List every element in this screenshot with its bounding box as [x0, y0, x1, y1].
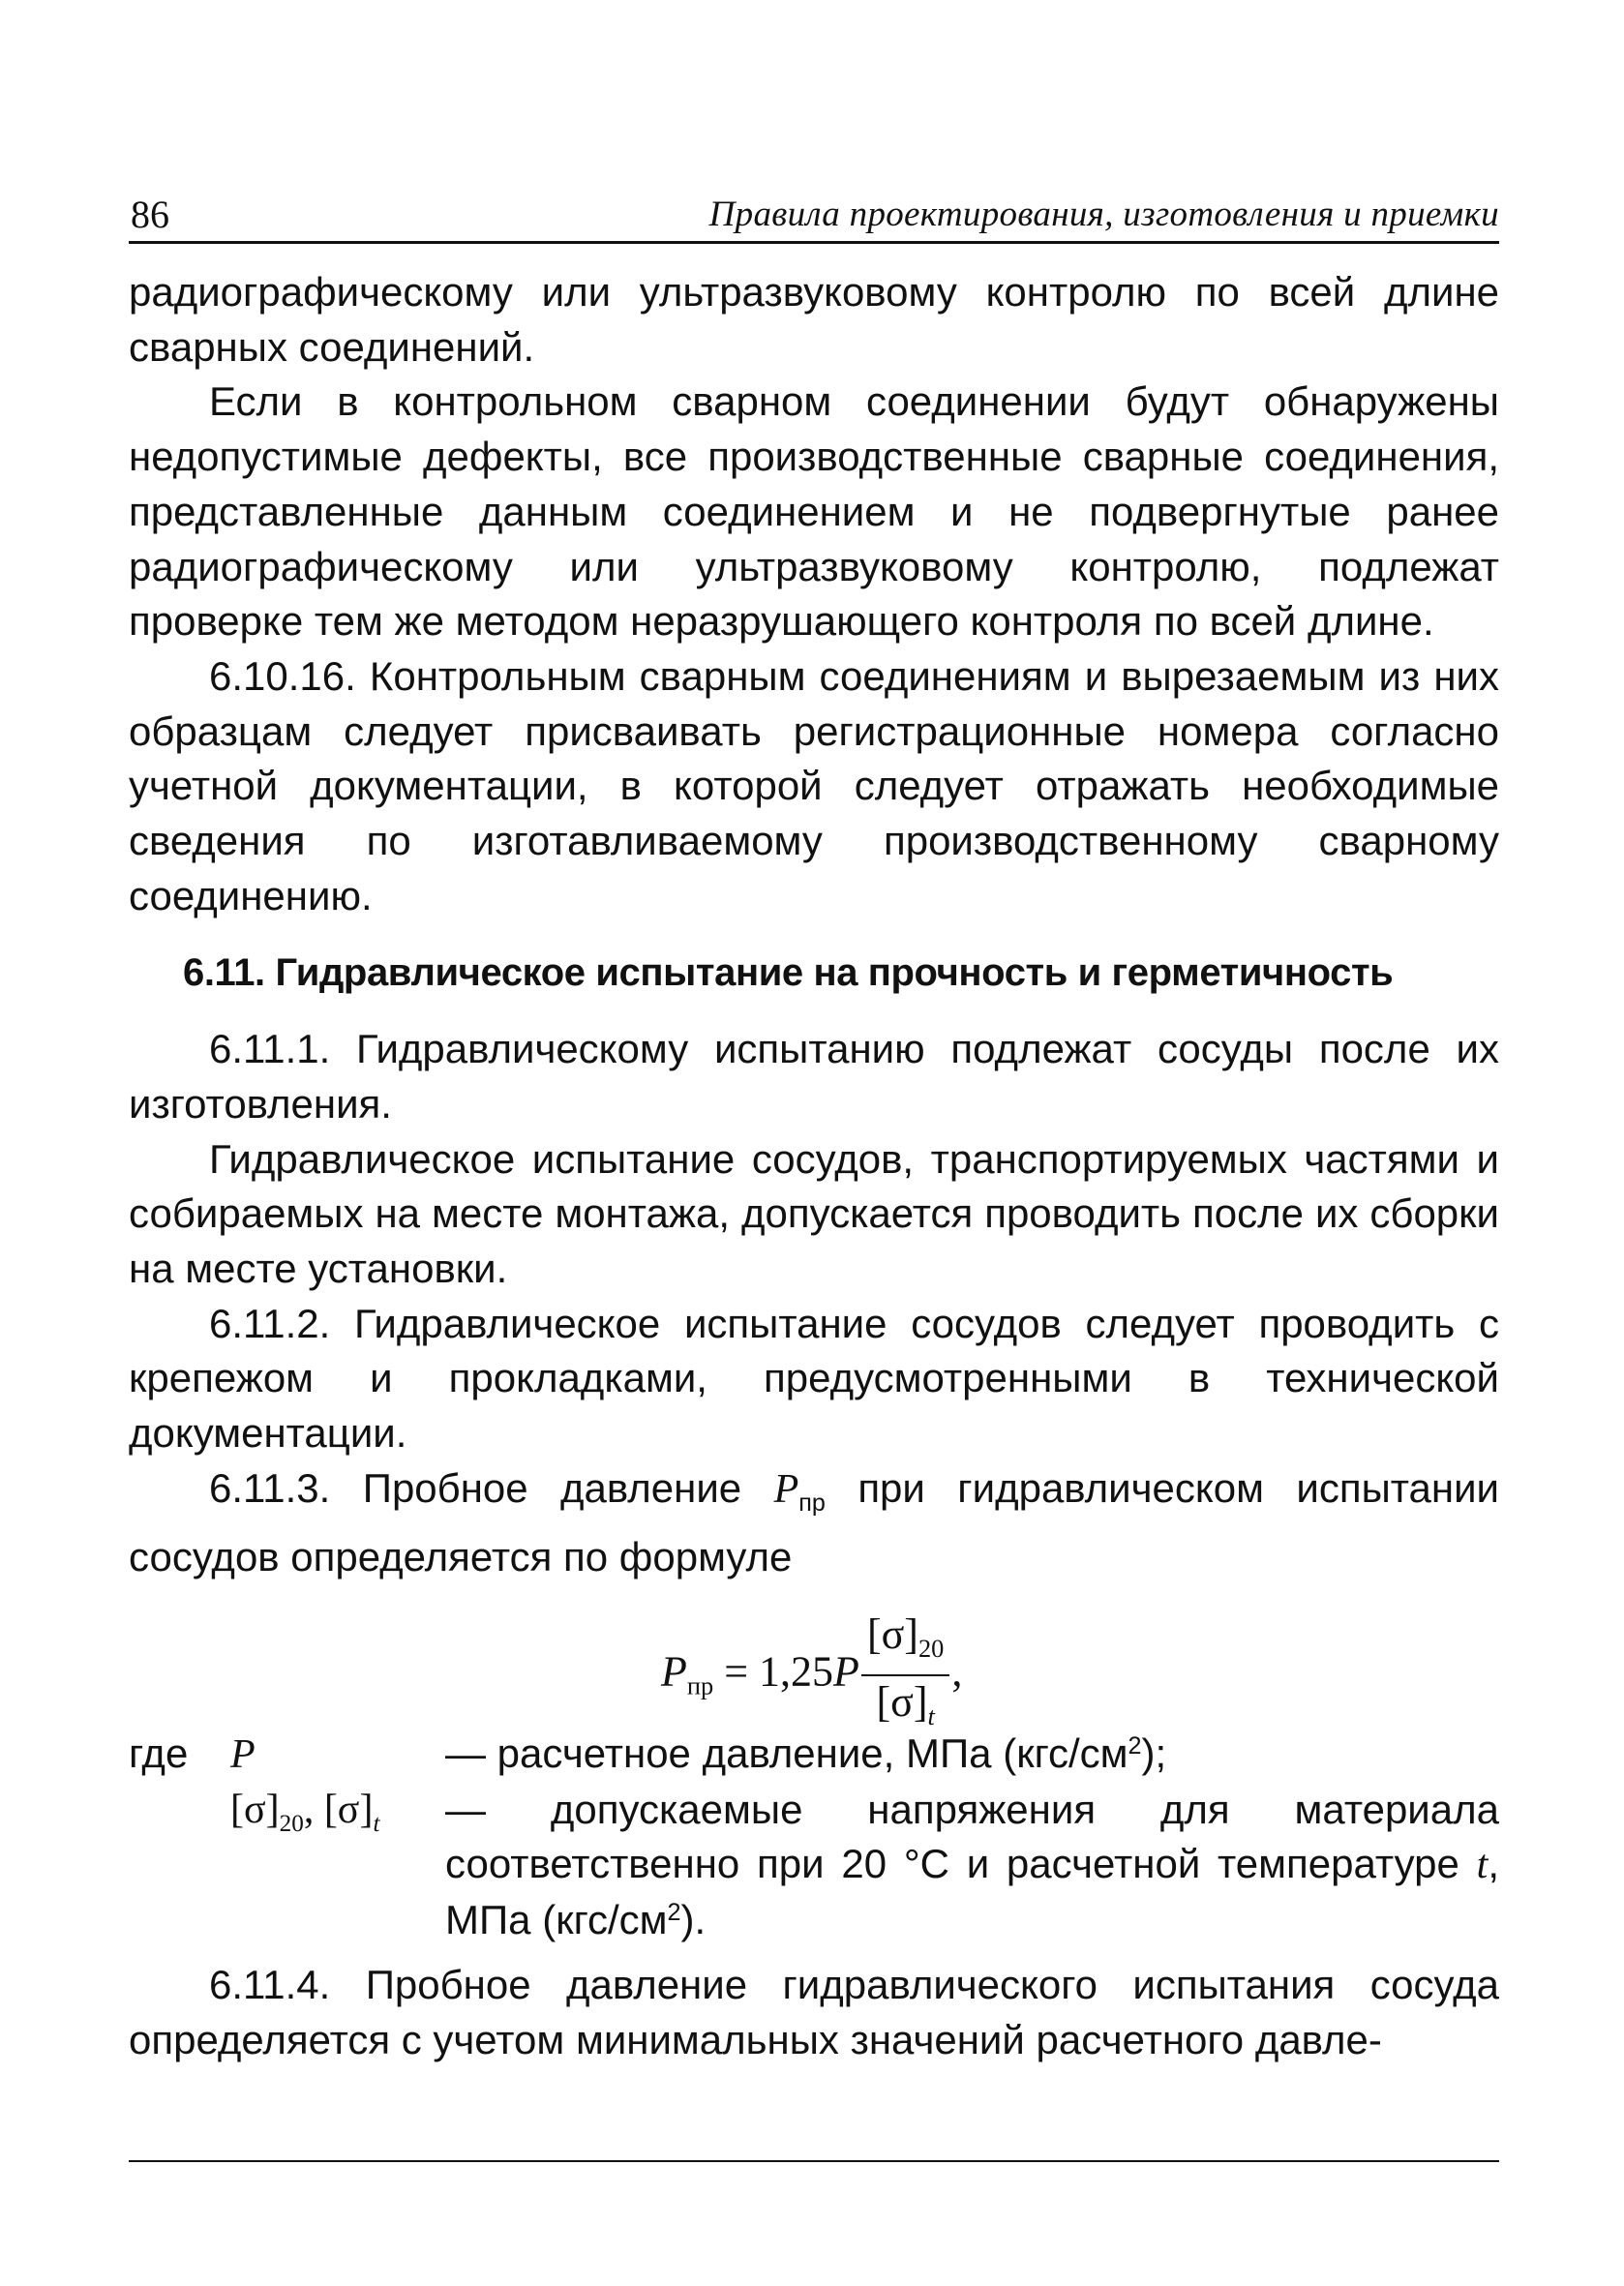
def2-after: ). [680, 1897, 707, 1943]
def2-sup: 2 [667, 1899, 681, 1927]
paragraph-6-11-4: 6.11.4. Пробное давление гидравлического испытания сосуда определяется с учетом минимальных значений расчетного давле- [129, 1961, 1499, 2062]
paragraph-6-11-1: 6.11.1. Гидравлическому испытанию подлежат сосуды после их изготовления. [129, 1026, 1499, 1127]
formula-denominator [861, 1676, 949, 1740]
symbol-p: P [230, 1731, 256, 1777]
sigma-a: [σ] [230, 1787, 280, 1832]
page-number: 86 [131, 193, 169, 236]
paragraph-6-10-16: 6.10.16. Контрольным сварным соединениям и вырезаемым из них образцам следует присваивать регистрационные номера согласно учетной документации, в которой следует отражать необходимые сведения по изготавливаемому производственному сварному соединению. [129, 652, 1499, 918]
paragraph-6-11-3 [129, 1461, 1499, 1585]
page-body [129, 265, 1499, 2067]
formula-equals-coef: = 1,25 [713, 1647, 834, 1696]
paragraph-assembly: Гидравлическое испытание сосудов, транспортируемых частями и собираемых на месте монтажа, допускается проводить после их сборки на месте установки. [129, 1135, 1499, 1291]
def2-t: t [1476, 1843, 1489, 1888]
def1-sup: 2 [1128, 1732, 1142, 1760]
def2-mid: , МПа (кгс/см [445, 1841, 1499, 1943]
test-pressure-formula [129, 1589, 1499, 1734]
formula-num-sub: 20 [917, 1634, 945, 1664]
p7-var-p: P [773, 1466, 799, 1512]
section-heading-6-11: 6.11. Гидравлическое испытание на прочность и герметичность [183, 951, 1394, 995]
formula-den-sub: t [927, 1701, 935, 1731]
sigma-a-sub: 20 [279, 1810, 304, 1837]
paragraph-6-11-2: 6.11.2. Гидравлическое испытание сосудов следует проводить с крепежом и прокладками, предусмотренными в технической документации. [129, 1300, 1499, 1457]
sigma-sep: , [303, 1787, 324, 1832]
definition-symbol-sigma [230, 1783, 445, 1948]
where-label: где [129, 1730, 189, 1776]
p7-var-sub: пр [798, 1489, 826, 1517]
p7-text-before: 6.11.3. Пробное давление [209, 1464, 774, 1511]
def2-before: — допускаемые напряжения для материала соответственно при 20 °С и расчетной температуре [445, 1786, 1499, 1887]
p7-text-after: при гидравлическом испытании сосудов определяется по формуле [129, 1464, 1500, 1580]
formula-definitions [129, 1727, 1499, 1948]
formula-den-sigma: [σ] [876, 1678, 928, 1727]
formula-rhs-var: P [833, 1647, 859, 1696]
formula-num-sigma: [σ] [866, 1609, 918, 1658]
definition-text-sigma [445, 1783, 1499, 1948]
paragraph-defects: Если в контрольном сварном соединении будут обнаружены недопустимые дефекты, все производственные сварные соединения, представленные данным соединением и не подвергнутые ранее радиографическому или ультразвуковому контролю, подлежат проверке тем же методом неразрушающего контроля по всей длине. [129, 378, 1499, 645]
formula-fraction [861, 1610, 949, 1740]
formula-numerator [861, 1610, 949, 1674]
paragraph-continued: радиографическому или ультразвуковому контролю по всей длине сварных соединений. [129, 269, 1499, 370]
bottom-rule [129, 2160, 1499, 2162]
formula-lhs-var: P [661, 1647, 687, 1696]
def1-after: ); [1141, 1730, 1167, 1776]
def1-before: — расчетное давление, МПа (кгс/см [445, 1730, 1128, 1776]
formula-trailing: , [951, 1647, 963, 1696]
definition-row-sigma [129, 1783, 1499, 1948]
formula-lhs-sub: пр [686, 1670, 714, 1700]
definition-text-p [445, 1727, 1499, 1783]
sigma-b-sub: t [373, 1810, 380, 1837]
definition-symbol-p [230, 1727, 445, 1783]
running-head: Правила проектирования, изготовления и приемки [708, 195, 1499, 234]
header-rule [129, 241, 1499, 244]
sigma-b: [σ] [323, 1787, 374, 1832]
